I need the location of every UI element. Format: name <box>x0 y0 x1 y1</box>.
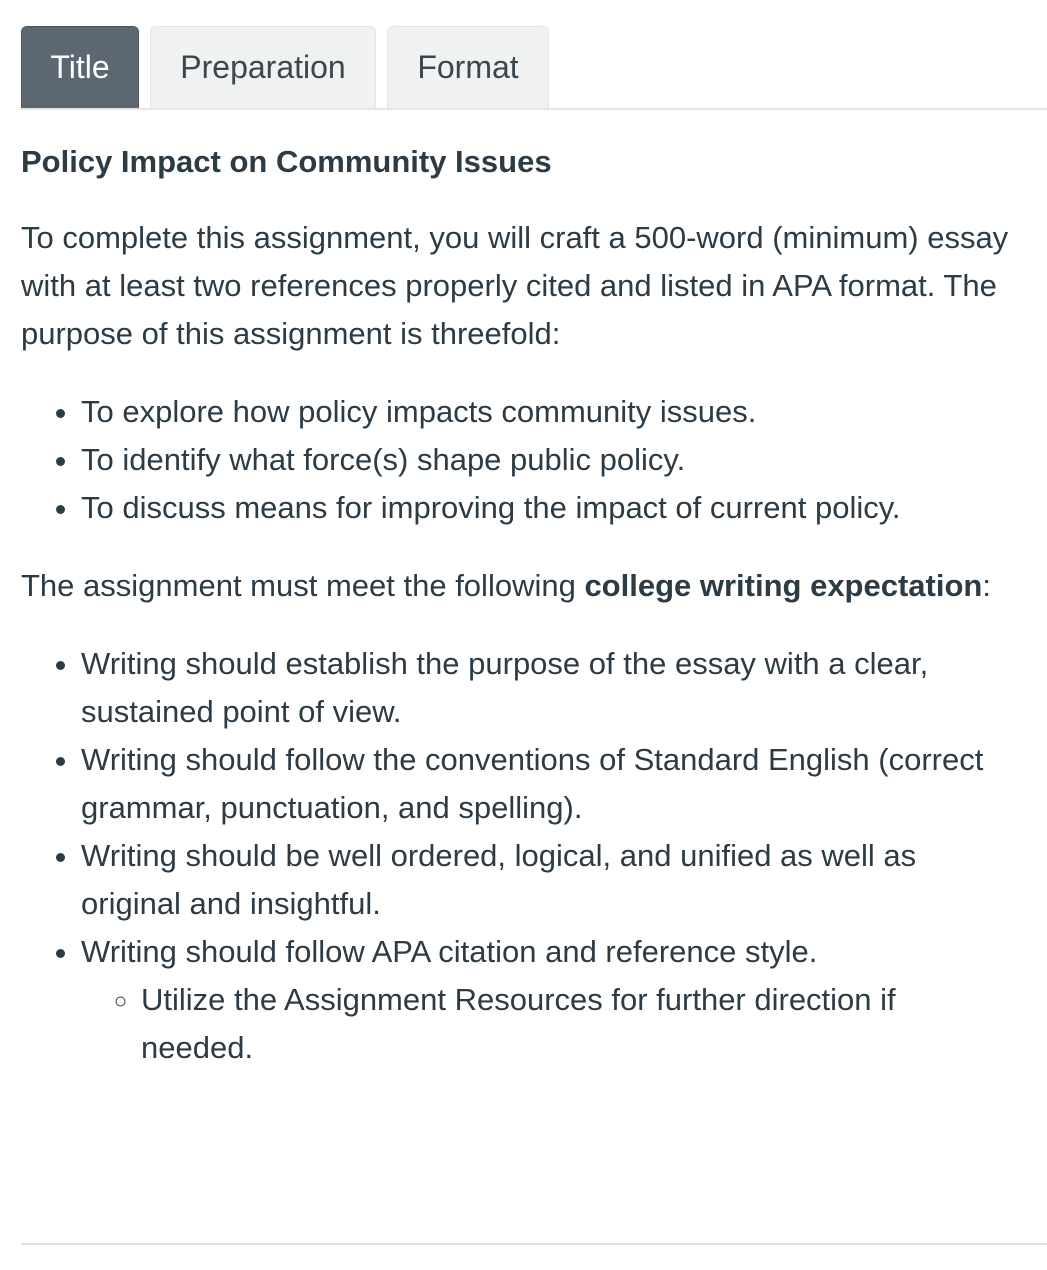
tab-format[interactable]: Format <box>387 26 549 108</box>
list-item: • To identify what force(s) shape public policy. <box>81 436 1011 484</box>
expectation-list <box>21 640 1011 1072</box>
list-item: • To discuss means for improving the impact of current policy. <box>81 484 1011 532</box>
bottom-divider <box>21 1243 1047 1245</box>
purpose-list <box>21 388 1011 532</box>
tab-title[interactable]: Title <box>21 26 139 108</box>
expectation-prefix: The assignment must meet the following <box>21 568 585 603</box>
list-item: • Writing should follow the conventions of Standard English (correct grammar, punctuation, and spelling). <box>81 736 1011 832</box>
tab-panel-title <box>21 136 1011 1072</box>
list-item: • Writing should be well ordered, logical, and unified as well as original and insightful. <box>81 832 1011 928</box>
tab-preparation[interactable]: Preparation <box>150 26 376 108</box>
list-item-text: Writing should follow APA citation and reference style. <box>81 934 818 969</box>
list-item <box>81 928 1011 1072</box>
sub-list <box>81 976 1011 1072</box>
assignment-heading: Policy Impact on Community Issues <box>21 144 552 179</box>
list-item: • Writing should establish the purpose of the essay with a clear, sustained point of view. <box>81 640 1011 736</box>
sub-list-item: ◦ Utilize the Assignment Resources for further direction if needed. <box>141 976 1011 1072</box>
expectation-bold: college writing expectation <box>584 568 983 603</box>
tab-bar <box>21 24 1047 110</box>
expectation-paragraph <box>21 562 1011 610</box>
expectation-suffix: : <box>982 568 991 603</box>
list-item: • To explore how policy impacts community issues. <box>81 388 1011 436</box>
intro-paragraph: To complete this assignment, you will craft a 500-word (minimum) essay with at least two references properly cited and listed in APA format. The purpose of this assignment is threefold: <box>21 220 1009 351</box>
